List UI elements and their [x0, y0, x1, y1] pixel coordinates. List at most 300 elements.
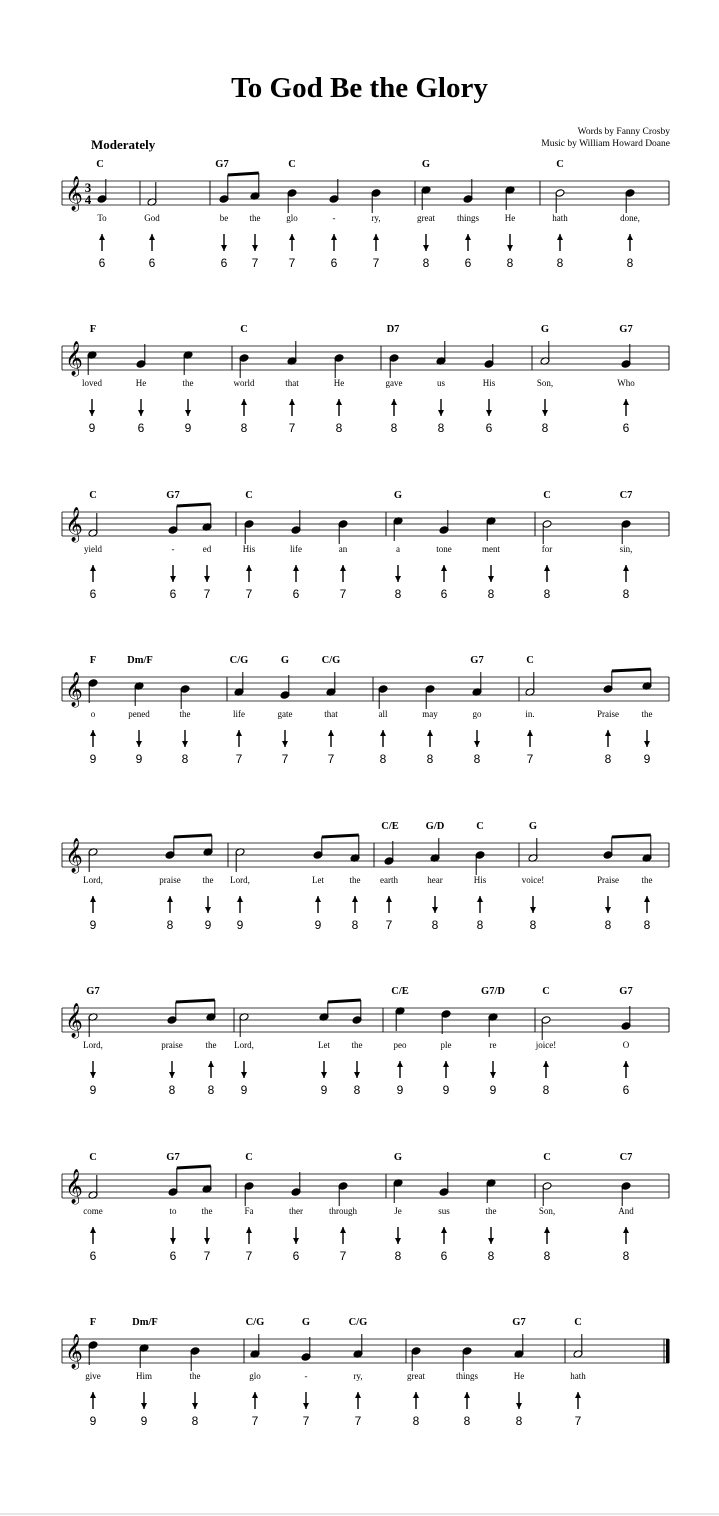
harmonica-hole-number: 7: [302, 1414, 310, 1428]
time-signature-bottom: 4: [84, 192, 92, 207]
harmonica-hole-number: 7: [574, 1414, 582, 1428]
note-beam: [612, 669, 651, 671]
chord-symbol: C: [526, 655, 534, 666]
note-beam: [177, 1166, 211, 1168]
harmonica-hole-number: 6: [292, 1249, 300, 1263]
harmonica-hole-number: 8: [351, 918, 359, 932]
harmonica-hole-number: 8: [431, 918, 439, 932]
blow-arrow-icon: [477, 896, 483, 902]
harmonica-hole-number: 8: [463, 1414, 471, 1428]
lyric-syllable: life: [233, 709, 245, 719]
harmonica-hole-number: 8: [476, 918, 484, 932]
lyric-syllable: all: [378, 709, 388, 719]
lyric-syllable: praise: [161, 1040, 183, 1050]
draw-arrow-icon: [432, 907, 438, 913]
chord-symbol: C: [556, 159, 564, 170]
treble-clef: 𝄞: [65, 1169, 83, 1204]
blow-arrow-icon: [623, 1061, 629, 1067]
harmonica-hole-number: 9: [89, 1083, 97, 1097]
lyric-syllable: -: [171, 544, 175, 554]
blow-arrow-icon: [328, 730, 334, 736]
chord-symbol: G: [280, 655, 290, 666]
blow-arrow-icon: [208, 1061, 214, 1067]
blow-arrow-icon: [355, 1392, 361, 1398]
lyric-syllable: us: [436, 378, 446, 388]
draw-arrow-icon: [303, 1403, 309, 1409]
note-beam: [612, 835, 651, 837]
treble-clef: 𝄞: [65, 341, 83, 376]
chord-symbol: F: [89, 324, 97, 335]
blow-arrow-icon: [465, 234, 471, 240]
harmonica-hole-number: 6: [137, 421, 145, 435]
lyricist-credit: Words by Fanny Crosby: [577, 127, 670, 137]
draw-arrow-icon: [204, 1238, 210, 1244]
harmonica-hole-number: 8: [543, 1249, 551, 1263]
harmonica-hole-number: 7: [288, 421, 296, 435]
blow-arrow-icon: [236, 730, 242, 736]
lyric-syllable: the: [202, 875, 214, 885]
lyric-syllable: He: [135, 378, 147, 388]
draw-arrow-icon: [490, 1072, 496, 1078]
harmonica-hole-number: 8: [604, 918, 612, 932]
lyric-syllable: Him: [135, 1371, 153, 1381]
harmonica-hole-number: 7: [281, 752, 289, 766]
lyric-syllable: great: [417, 213, 435, 223]
lyric-syllable: glo: [286, 213, 298, 223]
final-bar-thick: [666, 1339, 670, 1363]
lyric-syllable: the: [349, 875, 361, 885]
blow-arrow-icon: [340, 565, 346, 571]
draw-arrow-icon: [182, 741, 188, 747]
time-signature-top: 3: [84, 180, 92, 195]
chord-symbol: C/G: [348, 1317, 368, 1328]
harmonica-hole-number: 6: [440, 587, 448, 601]
tempo-marking: Moderately: [91, 137, 156, 152]
blow-arrow-icon: [90, 1392, 96, 1398]
lyric-syllable: ther: [289, 1206, 303, 1216]
harmonica-hole-number: 7: [327, 752, 335, 766]
harmonica-hole-number: 6: [622, 421, 630, 435]
lyric-syllable: the: [179, 709, 191, 719]
draw-arrow-icon: [530, 907, 536, 913]
chord-symbol: G: [528, 821, 538, 832]
lyric-syllable: Lord,: [230, 875, 250, 885]
draw-arrow-icon: [221, 245, 227, 251]
lyric-syllable: give: [85, 1371, 101, 1381]
harmonica-hole-number: 8: [437, 421, 445, 435]
harmonica-hole-number: 8: [515, 1414, 523, 1428]
harmonica-hole-number: 6: [622, 1083, 630, 1097]
lyric-syllable: He: [333, 378, 345, 388]
blow-arrow-icon: [293, 565, 299, 571]
draw-arrow-icon: [192, 1403, 198, 1409]
blow-arrow-icon: [90, 565, 96, 571]
composer-credit: Music by William Howard Doane: [541, 139, 670, 149]
harmonica-hole-number: 7: [354, 1414, 362, 1428]
lyric-syllable: the: [201, 1206, 213, 1216]
harmonica-hole-number: 6: [169, 587, 177, 601]
lyric-syllable: for: [541, 544, 553, 554]
lyric-syllable: Let: [318, 1040, 330, 1050]
draw-arrow-icon: [605, 907, 611, 913]
lyric-syllable: hath: [570, 1371, 586, 1381]
harmonica-hole-number: 7: [339, 587, 347, 601]
blow-arrow-icon: [99, 234, 105, 240]
lyric-syllable: a: [396, 544, 400, 554]
note-beam: [177, 504, 211, 506]
blow-arrow-icon: [246, 1227, 252, 1233]
chord-symbol: F: [89, 655, 97, 666]
blow-arrow-icon: [352, 896, 358, 902]
lyric-syllable: the: [641, 875, 653, 885]
lyric-syllable: gate: [277, 709, 293, 719]
lyric-syllable: life: [290, 544, 302, 554]
lyric-syllable: gave: [385, 378, 403, 388]
chord-symbol: C: [240, 324, 248, 335]
harmonica-hole-number: 7: [372, 256, 380, 270]
chord-symbol: G7: [166, 1152, 180, 1163]
blow-arrow-icon: [544, 1227, 550, 1233]
harmonica-hole-number: 8: [394, 1249, 402, 1263]
harmonica-hole-number: 9: [314, 918, 322, 932]
lyric-syllable: the: [351, 1040, 363, 1050]
lyric-syllable: hear: [427, 875, 443, 885]
draw-arrow-icon: [644, 741, 650, 747]
blow-arrow-icon: [246, 565, 252, 571]
harmonica-hole-number: 6: [330, 256, 338, 270]
draw-arrow-icon: [170, 576, 176, 582]
harmonica-hole-number: 8: [379, 752, 387, 766]
draw-arrow-icon: [488, 1238, 494, 1244]
treble-clef: 𝄞: [65, 1003, 83, 1038]
treble-clef: 𝄞: [65, 672, 83, 707]
harmonica-hole-number: 7: [288, 256, 296, 270]
chord-symbol: C: [96, 159, 104, 170]
blow-arrow-icon: [336, 399, 342, 405]
chord-symbol: G7: [166, 490, 180, 501]
blow-arrow-icon: [527, 730, 533, 736]
chord-symbol: G: [421, 159, 431, 170]
draw-arrow-icon: [282, 741, 288, 747]
blow-arrow-icon: [252, 1392, 258, 1398]
lyric-syllable: in.: [525, 709, 535, 719]
harmonica-hole-number: 9: [240, 1083, 248, 1097]
harmonica-hole-number: 8: [412, 1414, 420, 1428]
lyric-syllable: His: [242, 544, 256, 554]
lyric-syllable: be: [219, 213, 229, 223]
harmonica-hole-number: 7: [385, 918, 393, 932]
harmonica-hole-number: 9: [89, 918, 97, 932]
blow-arrow-icon: [644, 896, 650, 902]
lyric-syllable: ple: [440, 1040, 452, 1050]
harmonica-hole-number: 7: [251, 256, 259, 270]
lyric-syllable: done,: [620, 213, 640, 223]
lyric-syllable: Praise: [597, 875, 619, 885]
harmonica-hole-number: 8: [643, 918, 651, 932]
lyric-syllable: voice!: [521, 875, 545, 885]
lyric-syllable: loved: [82, 378, 102, 388]
lyric-syllable: Je: [394, 1206, 402, 1216]
draw-arrow-icon: [474, 741, 480, 747]
blow-arrow-icon: [90, 896, 96, 902]
draw-arrow-icon: [252, 245, 258, 251]
treble-clef: 𝄞: [65, 507, 83, 542]
harmonica-hole-number: 9: [135, 752, 143, 766]
harmonica-hole-number: 8: [542, 1083, 550, 1097]
draw-arrow-icon: [395, 576, 401, 582]
harmonica-hole-number: 8: [473, 752, 481, 766]
lyric-syllable: the: [485, 1206, 497, 1216]
lyric-syllable: may: [422, 709, 438, 719]
lyric-syllable: world: [233, 378, 255, 388]
blow-arrow-icon: [441, 565, 447, 571]
harmonica-hole-number: 9: [89, 752, 97, 766]
harmonica-hole-number: 7: [235, 752, 243, 766]
draw-arrow-icon: [516, 1403, 522, 1409]
chord-symbol: C7: [619, 1152, 633, 1163]
harmonica-hole-number: 7: [251, 1414, 259, 1428]
chord-symbol: C/E: [391, 986, 409, 997]
lyric-syllable: the: [189, 1371, 201, 1381]
harmonica-hole-number: 7: [203, 1249, 211, 1263]
chord-symbol: C7: [619, 490, 633, 501]
song-title: To God Be the Glory: [231, 72, 488, 104]
harmonica-hole-number: 6: [169, 1249, 177, 1263]
lyric-syllable: the: [641, 709, 653, 719]
harmonica-hole-number: 8: [543, 587, 551, 601]
blow-arrow-icon: [427, 730, 433, 736]
lyric-syllable: ry,: [371, 213, 381, 223]
blow-arrow-icon: [623, 565, 629, 571]
chord-symbol: G7: [619, 986, 633, 997]
lyric-syllable: hath: [552, 213, 568, 223]
lyric-syllable: joice!: [535, 1040, 557, 1050]
draw-arrow-icon: [204, 576, 210, 582]
harmonica-hole-number: 7: [526, 752, 534, 766]
draw-arrow-icon: [136, 741, 142, 747]
lyric-syllable: ry,: [353, 1371, 363, 1381]
blow-arrow-icon: [397, 1061, 403, 1067]
lyric-syllable: And: [618, 1206, 634, 1216]
draw-arrow-icon: [438, 410, 444, 416]
treble-clef: 𝄞: [65, 838, 83, 873]
harmonica-hole-number: 9: [489, 1083, 497, 1097]
lyric-syllable: His: [482, 378, 496, 388]
blow-arrow-icon: [391, 399, 397, 405]
draw-arrow-icon: [321, 1072, 327, 1078]
blow-arrow-icon: [544, 565, 550, 571]
blow-arrow-icon: [386, 896, 392, 902]
chord-symbol: C: [89, 1152, 97, 1163]
chord-symbol: C: [89, 490, 97, 501]
lyric-syllable: things: [456, 213, 480, 223]
blow-arrow-icon: [289, 399, 295, 405]
lyric-syllable: He: [504, 213, 516, 223]
blow-arrow-icon: [380, 730, 386, 736]
lyric-syllable: that: [285, 378, 299, 388]
chord-symbol: D7: [386, 324, 400, 335]
chord-symbol: C: [543, 490, 551, 501]
chord-symbol: G/D: [425, 821, 445, 832]
harmonica-hole-number: 8: [166, 918, 174, 932]
draw-arrow-icon: [542, 410, 548, 416]
chord-symbol: G: [393, 490, 403, 501]
lyric-syllable: peo: [393, 1040, 407, 1050]
chord-symbol: C: [245, 490, 253, 501]
harmonica-hole-number: 8: [556, 256, 564, 270]
chord-symbol: C: [543, 1152, 551, 1163]
blow-arrow-icon: [331, 234, 337, 240]
lyric-syllable: things: [455, 1371, 479, 1381]
chord-symbol: C/G: [229, 655, 249, 666]
harmonica-hole-number: 8: [529, 918, 537, 932]
note-beam: [328, 1000, 361, 1002]
draw-arrow-icon: [170, 1238, 176, 1244]
harmonica-hole-number: 6: [98, 256, 106, 270]
lyric-syllable: God: [144, 213, 160, 223]
blow-arrow-icon: [623, 1227, 629, 1233]
blow-arrow-icon: [373, 234, 379, 240]
harmonica-hole-number: 8: [191, 1414, 199, 1428]
harmonica-hole-number: 9: [140, 1414, 148, 1428]
harmonica-hole-number: 6: [485, 421, 493, 435]
harmonica-hole-number: 8: [626, 256, 634, 270]
harmonica-hole-number: 8: [541, 421, 549, 435]
chord-symbol: C: [245, 1152, 253, 1163]
harmonica-hole-number: 9: [88, 421, 96, 435]
harmonica-hole-number: 6: [89, 587, 97, 601]
harmonica-hole-number: 8: [207, 1083, 215, 1097]
chord-symbol: G: [301, 1317, 311, 1328]
blow-arrow-icon: [441, 1227, 447, 1233]
chord-symbol: Dm/F: [132, 1317, 158, 1328]
blow-arrow-icon: [443, 1061, 449, 1067]
draw-arrow-icon: [423, 245, 429, 251]
harmonica-hole-number: 8: [335, 421, 343, 435]
lyric-syllable: re: [489, 1040, 497, 1050]
note-beam: [322, 835, 359, 837]
blow-arrow-icon: [149, 234, 155, 240]
lyric-syllable: To: [97, 213, 107, 223]
lyric-syllable: His: [473, 875, 487, 885]
chord-symbol: Dm/F: [127, 655, 153, 666]
blow-arrow-icon: [90, 1227, 96, 1233]
blow-arrow-icon: [167, 896, 173, 902]
lyric-syllable: Lord,: [83, 1040, 103, 1050]
draw-arrow-icon: [488, 576, 494, 582]
lyric-syllable: to: [169, 1206, 177, 1216]
lyric-syllable: Fa: [244, 1206, 254, 1216]
chord-symbol: F: [89, 1317, 97, 1328]
lyric-syllable: the: [205, 1040, 217, 1050]
harmonica-hole-number: 7: [339, 1249, 347, 1263]
draw-arrow-icon: [395, 1238, 401, 1244]
harmonica-hole-number: 7: [245, 587, 253, 601]
harmonica-hole-number: 8: [394, 587, 402, 601]
draw-arrow-icon: [507, 245, 513, 251]
harmonica-hole-number: 8: [240, 421, 248, 435]
chord-symbol: C: [288, 159, 296, 170]
harmonica-hole-number: 9: [236, 918, 244, 932]
harmonica-hole-number: 6: [440, 1249, 448, 1263]
harmonica-hole-number: 6: [292, 587, 300, 601]
harmonica-hole-number: 6: [464, 256, 472, 270]
harmonica-hole-number: 6: [220, 256, 228, 270]
blow-arrow-icon: [237, 896, 243, 902]
lyric-syllable: ed: [202, 544, 212, 554]
harmonica-hole-number: 7: [203, 587, 211, 601]
lyric-syllable: that: [324, 709, 338, 719]
harmonica-hole-number: 9: [643, 752, 651, 766]
draw-arrow-icon: [241, 1072, 247, 1078]
harmonica-hole-number: 8: [622, 1249, 630, 1263]
chord-symbol: C/G: [321, 655, 341, 666]
lyric-syllable: great: [407, 1371, 425, 1381]
harmonica-hole-number: 9: [320, 1083, 328, 1097]
lyric-syllable: pened: [128, 709, 150, 719]
draw-arrow-icon: [141, 1403, 147, 1409]
draw-arrow-icon: [138, 410, 144, 416]
chord-symbol: G7: [215, 159, 229, 170]
lyric-syllable: -: [332, 213, 336, 223]
harmonica-hole-number: 9: [89, 1414, 97, 1428]
lyric-syllable: ment: [482, 544, 500, 554]
blow-arrow-icon: [464, 1392, 470, 1398]
chord-symbol: G7: [619, 324, 633, 335]
note-beam: [174, 835, 212, 837]
harmonica-hole-number: 6: [89, 1249, 97, 1263]
lyric-syllable: the: [249, 213, 261, 223]
harmonica-hole-number: 9: [184, 421, 192, 435]
chord-symbol: G7/D: [481, 986, 505, 997]
lyric-syllable: yield: [84, 544, 102, 554]
draw-arrow-icon: [293, 1238, 299, 1244]
blow-arrow-icon: [289, 234, 295, 240]
treble-clef: 𝄞: [65, 1334, 83, 1369]
lyric-syllable: Lord,: [234, 1040, 254, 1050]
blow-arrow-icon: [315, 896, 321, 902]
harmonica-hole-number: 8: [487, 1249, 495, 1263]
chord-symbol: G: [540, 324, 550, 335]
harmonica-hole-number: 8: [622, 587, 630, 601]
chord-symbol: C/G: [245, 1317, 265, 1328]
chord-symbol: C/E: [381, 821, 399, 832]
lyric-syllable: come: [83, 1206, 103, 1216]
harmonica-hole-number: 8: [604, 752, 612, 766]
blow-arrow-icon: [413, 1392, 419, 1398]
harmonica-hole-number: 8: [422, 256, 430, 270]
draw-arrow-icon: [486, 410, 492, 416]
lyric-syllable: praise: [159, 875, 181, 885]
lyric-syllable: Who: [617, 378, 635, 388]
draw-arrow-icon: [169, 1072, 175, 1078]
harmonica-hole-number: 6: [148, 256, 156, 270]
lyric-syllable: Praise: [597, 709, 619, 719]
note-beam: [228, 173, 259, 175]
harmonica-hole-number: 9: [396, 1083, 404, 1097]
lyric-syllable: sus: [438, 1206, 450, 1216]
harmonica-hole-number: 8: [426, 752, 434, 766]
lyric-syllable: O: [622, 1040, 630, 1050]
harmonica-hole-number: 8: [168, 1083, 176, 1097]
lyric-syllable: an: [338, 544, 348, 554]
draw-arrow-icon: [90, 1072, 96, 1078]
chord-symbol: G7: [512, 1317, 526, 1328]
lyric-syllable: glo: [249, 1371, 261, 1381]
chord-symbol: C: [574, 1317, 582, 1328]
blow-arrow-icon: [627, 234, 633, 240]
chord-symbol: G7: [470, 655, 484, 666]
